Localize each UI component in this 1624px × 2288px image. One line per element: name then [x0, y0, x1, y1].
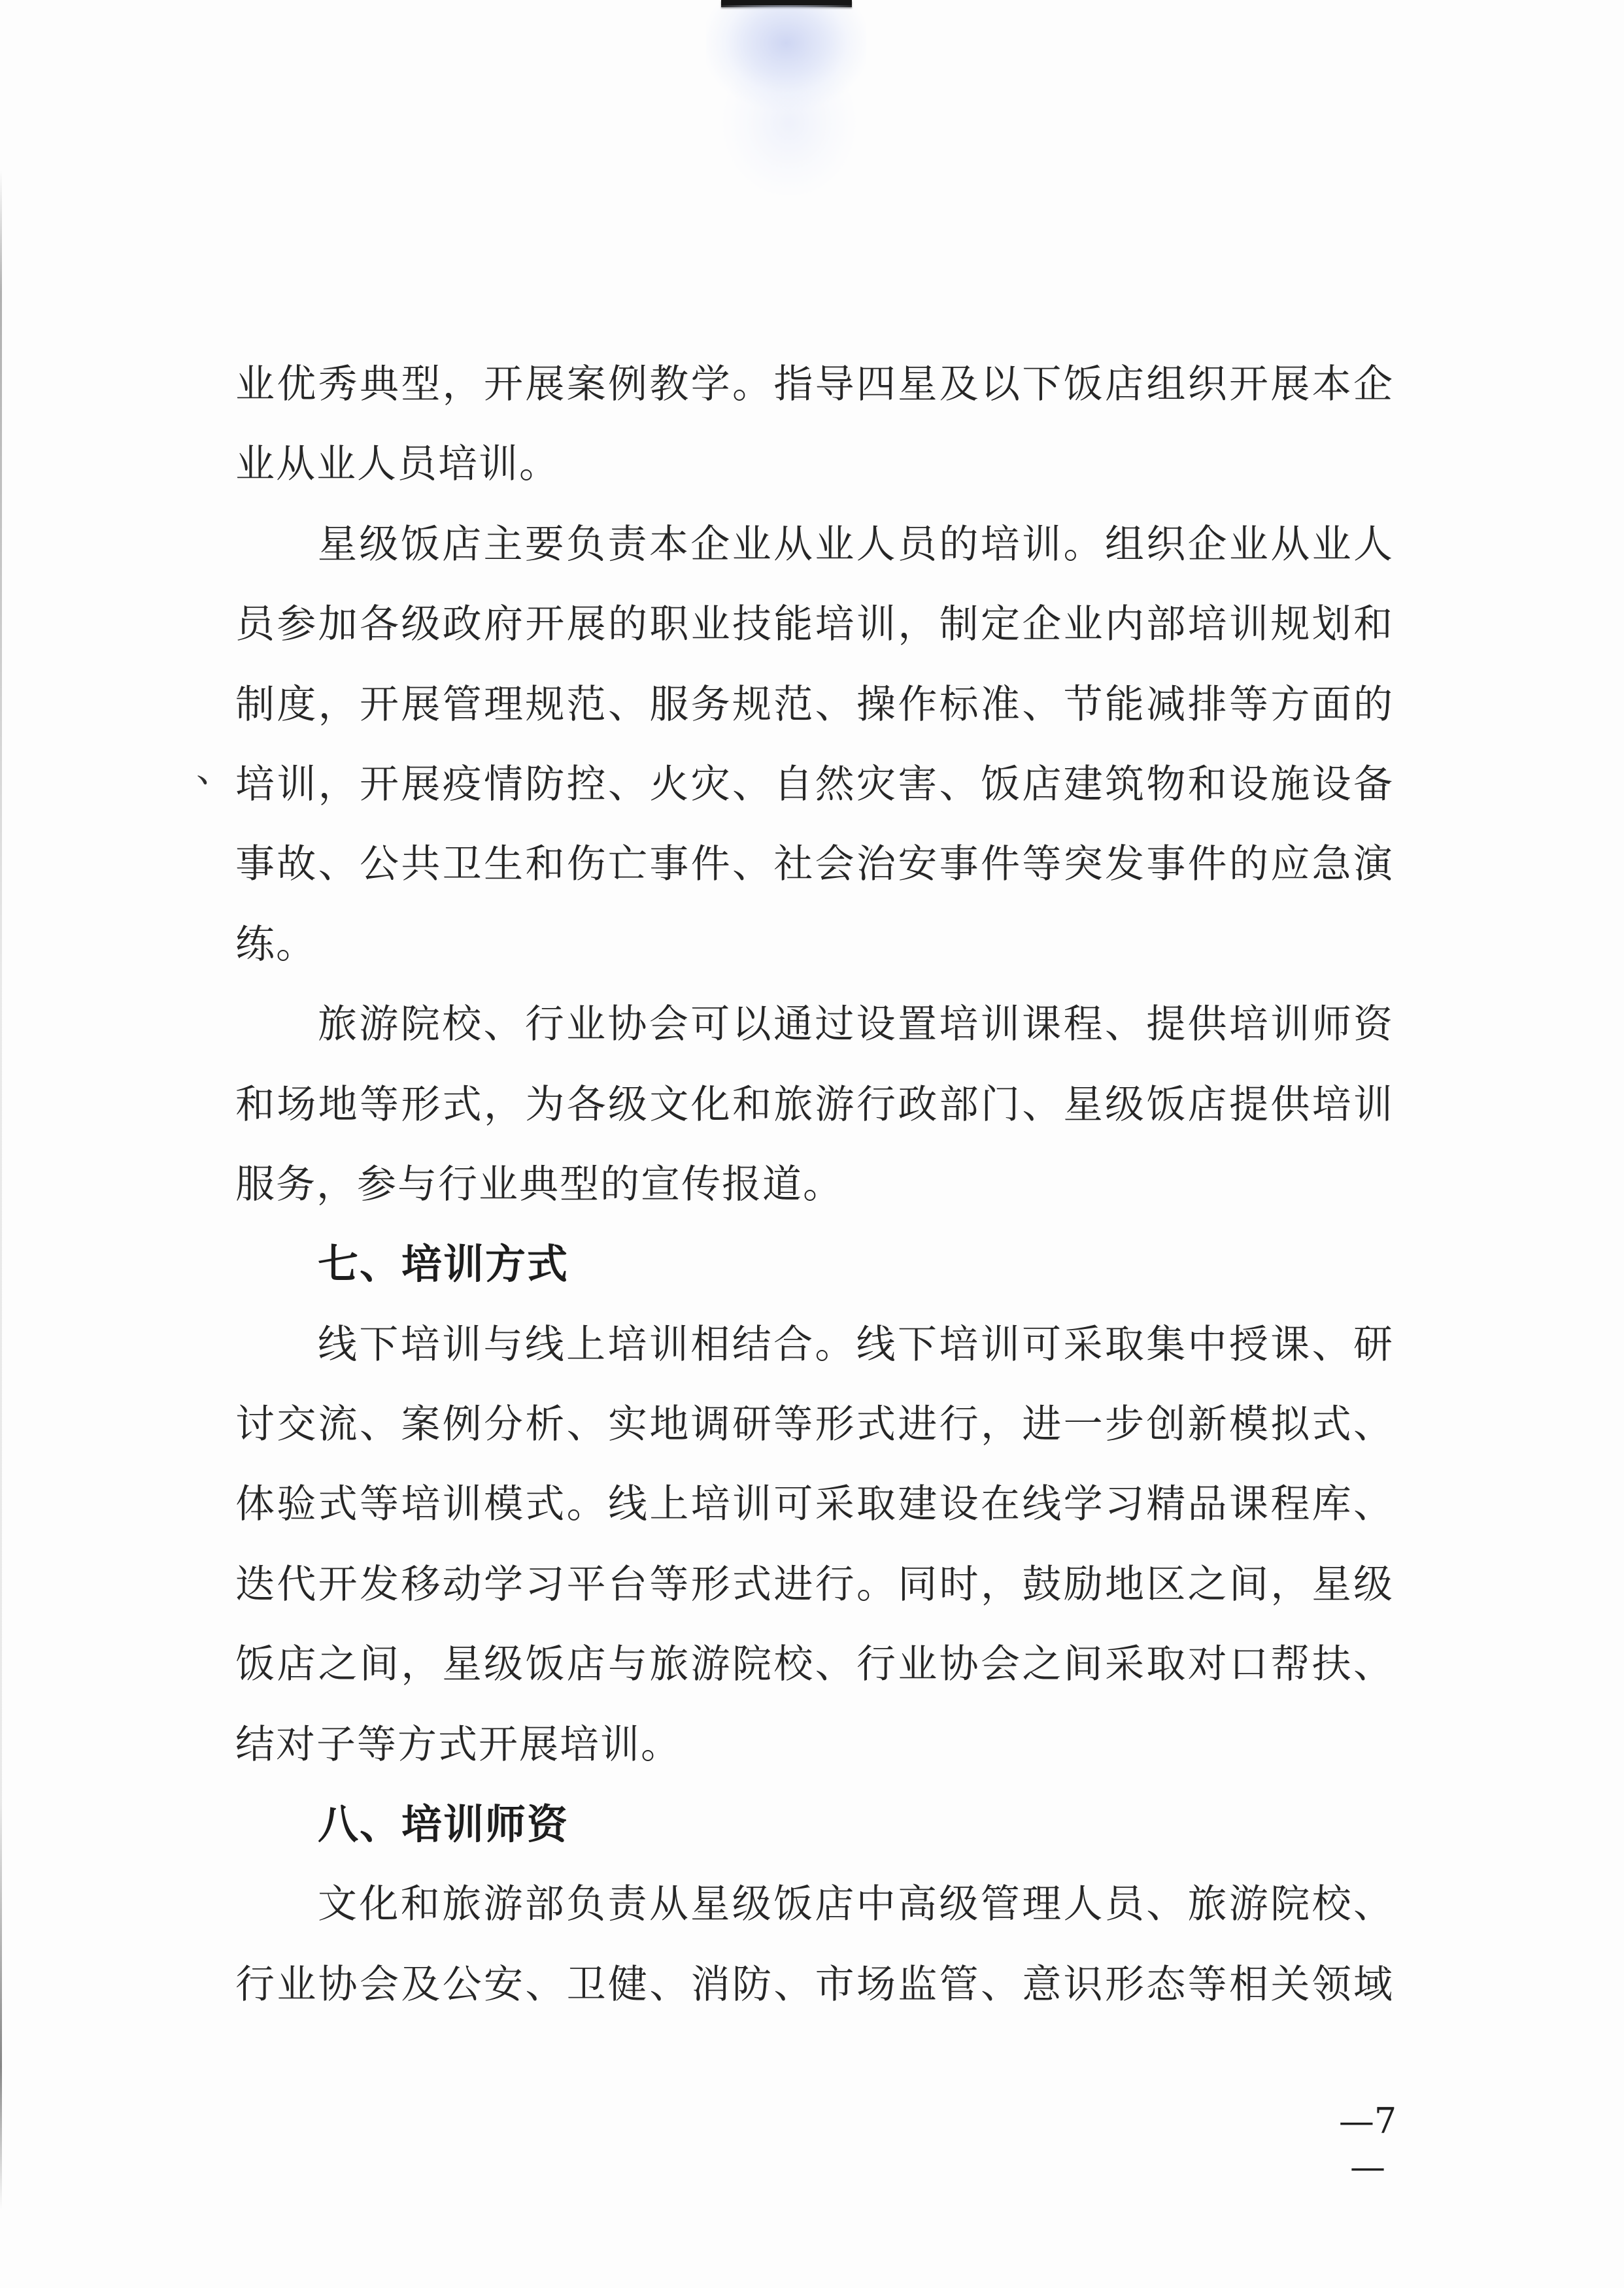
text-line: 练。 — [235, 921, 316, 967]
text-line: 文化和旅游部负责从星级饭店中高级管理人员、旅游院校、 — [318, 1881, 1394, 1928]
text-line: 迭代开发移动学习平台等形式进行。同时，鼓励地区之间，星级 — [235, 1561, 1394, 1607]
text-line: 事故、公共卫生和伤亡事件、社会治安事件等突发事件的应急演 — [235, 841, 1394, 888]
text-line: 线下培训与线上培训相结合。线下培训可采取集中授课、研 — [318, 1321, 1394, 1368]
document-body — [235, 345, 1394, 2025]
stray-ink-mark: 、 — [196, 749, 233, 791]
text-line: 体验式等培训模式。线上培训可采取建设在线学习精品课程库、 — [235, 1481, 1394, 1528]
text-line: 员参加各级政府开展的职业技能培训，制定企业内部培训规划和 — [235, 601, 1394, 648]
scan-edge-line — [0, 170, 2, 2210]
text-line: 结对子等方式开展培训。 — [235, 1721, 681, 1768]
text-line: 旅游院校、行业协会可以通过设置培训课程、提供培训师资 — [318, 1001, 1394, 1048]
text-line: 行业协会及公安、卫健、消防、市场监管、意识形态等相关领域 — [235, 1961, 1394, 2008]
text-line: 业从业人员培训。 — [235, 441, 560, 488]
text-line: 和场地等形式，为各级文化和旅游行政部门、星级饭店提供培训 — [235, 1081, 1394, 1128]
section-heading: 七、培训方式 — [318, 1240, 569, 1288]
text-line: 制度，开展管理规范、服务规范、操作标准、节能减排等方面的 — [235, 681, 1394, 728]
text-line: 业优秀典型，开展案例教学。指导四星及以下饭店组织开展本企 — [235, 362, 1394, 407]
section-heading: 八、培训师资 — [318, 1800, 569, 1849]
text-line: 服务，参与行业典型的宣传报道。 — [235, 1161, 843, 1207]
scan-smudge-artifact — [706, 5, 866, 195]
page-number: —7— — [1338, 2100, 1397, 2187]
text-line: 培训，开展疫情防控、火灾、自然灾害、饭店建筑物和设施设备 — [235, 761, 1394, 807]
text-line: 讨交流、案例分析、实地调研等形式进行，进一步创新模拟式、 — [235, 1402, 1394, 1448]
text-line: 饭店之间，星级饭店与旅游院校、行业协会之间采取对口帮扶、 — [235, 1641, 1394, 1688]
text-line: 星级饭店主要负责本企业从业人员的培训。组织企业从业人 — [318, 521, 1394, 567]
